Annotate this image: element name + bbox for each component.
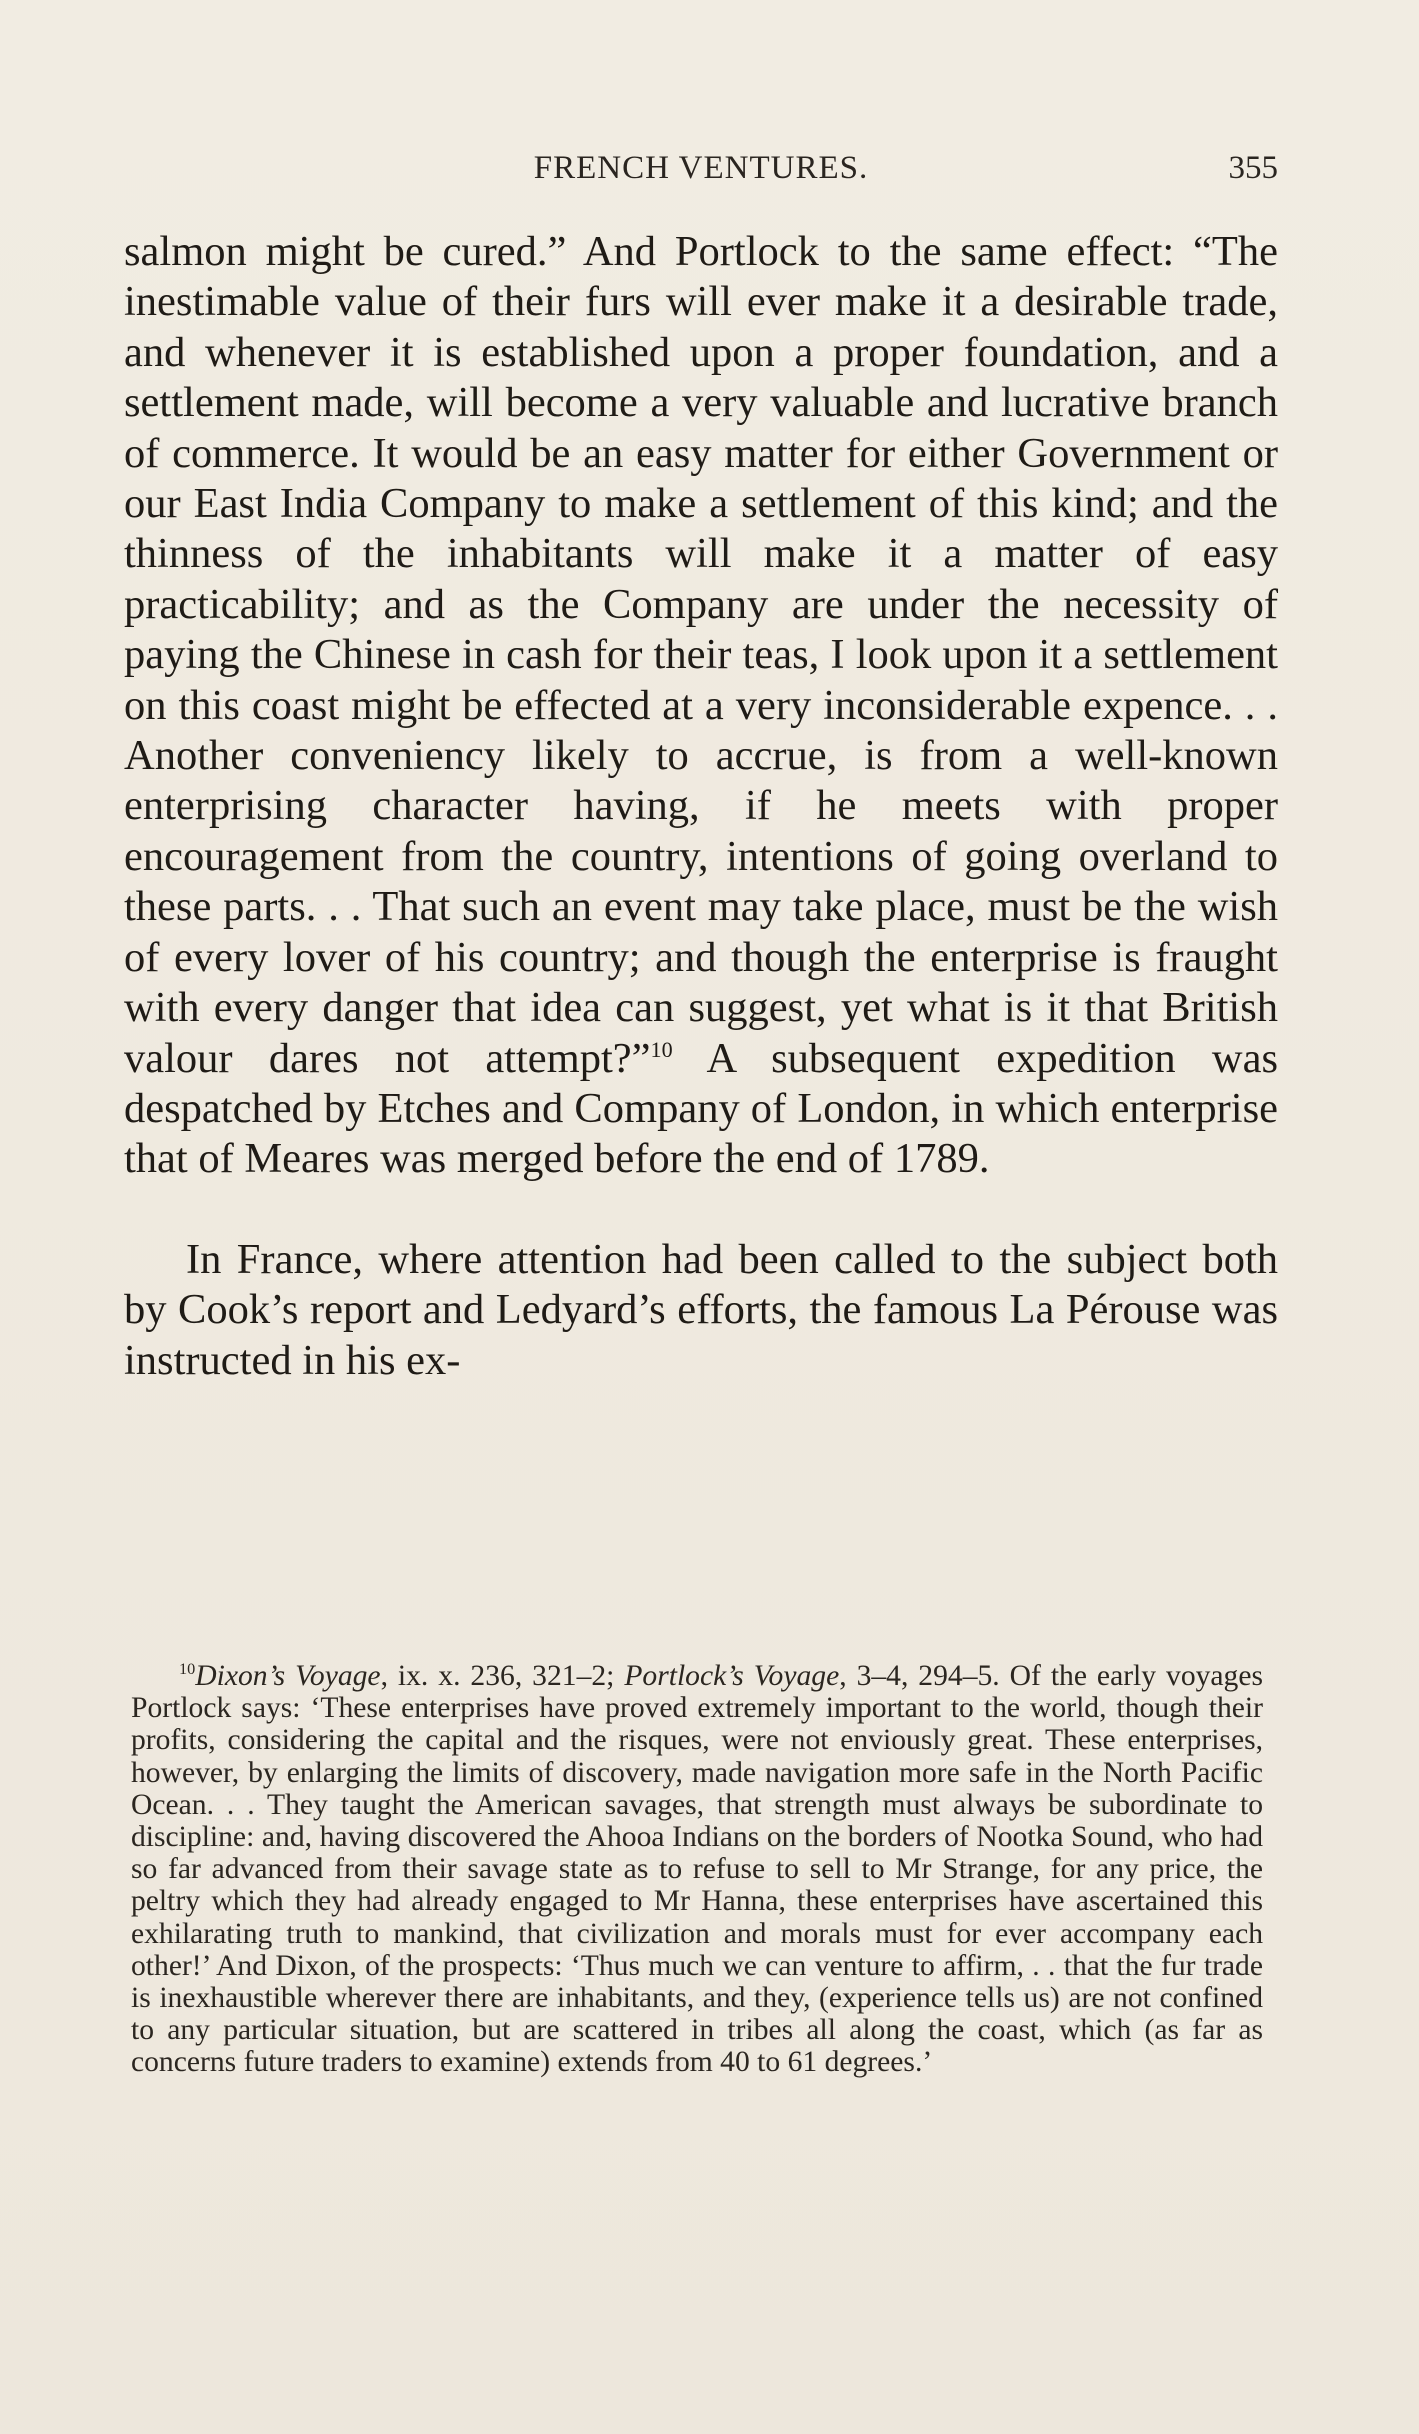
paragraph: In France, where attention had been called to the subject both by Cook’s report and Ledyard’s efforts, the famous La Pérouse was instructed in his ex- bbox=[124, 1235, 1278, 1384]
paragraph-text: A subsequent expedition was despatched by Etches and Company of London, in which enterprise that of Meares was merged before the end of 1789. bbox=[124, 1034, 1278, 1183]
footnote-source: Dixon’s Voyage bbox=[195, 1660, 381, 1692]
paragraph-text: salmon might be cured.” And Portlock to the same effect: “The inestimable value of their furs will ever make it a desirable trade, and whenever it is established upon a proper foundation, and a settlement made, will become a very valuable and lucrative branch of commerce. It would be an easy matter for either Government or our East India Company to make a settlement of this kind; and the thinness of the inhabitants will make it a matter of easy practicability; and as the Company are under the necessity of paying the Chinese in cash for their teas, I look upon it a settlement on this coast might be effected at a very inconsiderable expence. . . Another conveniency likely to accrue, is from a well-known enterprising character having, if he meets with proper encouragement from the country, intentions of going overland to these parts. . . That such an event may take place, must be the wish of every lover of his country; and though the enterprise is fraught with every danger that idea can suggest, yet what is it that British valour dares not attempt?” bbox=[124, 228, 1278, 1082]
main-text bbox=[124, 227, 1278, 1386]
running-title: FRENCH VENTURES. bbox=[533, 150, 869, 186]
footnote-marker: 10 bbox=[179, 1659, 196, 1679]
page-number: 355 bbox=[1228, 150, 1278, 186]
page-header bbox=[124, 150, 1278, 190]
footnote-reference-text: , ix. x. 236, 321–2; bbox=[380, 1660, 625, 1692]
footnote-reference: 10 bbox=[650, 1036, 673, 1062]
paragraph bbox=[124, 227, 1278, 1185]
footnote-source: Portlock’s Voyage bbox=[624, 1660, 840, 1692]
footnote-text: , 3–4, 294–5. Of the early voyages Portlock says: ‘These enterprises have proved extremely important to the world, though their profits, considering the capital and the risques, were not enviously great. These enterprises, however, by enlarging the limits of discovery, made navigation more safe in the North Pacific Ocean. . . They taught the American savages, that strength must always be subordinate to discipline: and, having discovered the Ahooa Indians on the borders of Nootka Sound, who had so far advanced from their savage state as to refuse to sell to Mr Strange, for any price, the peltry which they had already engaged to Mr Hanna, these enterprises have ascertained this exhilarating truth to mankind, that civilization and morals must for ever accompany each other!’ And Dixon, of the prospects: ‘Thus much we can venture to affirm, . . that the fur trade is inexhaustible wherever there are inhabitants, and they, (experience tells us) are not confined to any particular situation, but are scattered in tribes all along the coast, which (as far as concerns future traders to examine) extends from 40 to 61 degrees.’ bbox=[131, 1660, 1264, 2079]
footnote bbox=[131, 1660, 1263, 2079]
